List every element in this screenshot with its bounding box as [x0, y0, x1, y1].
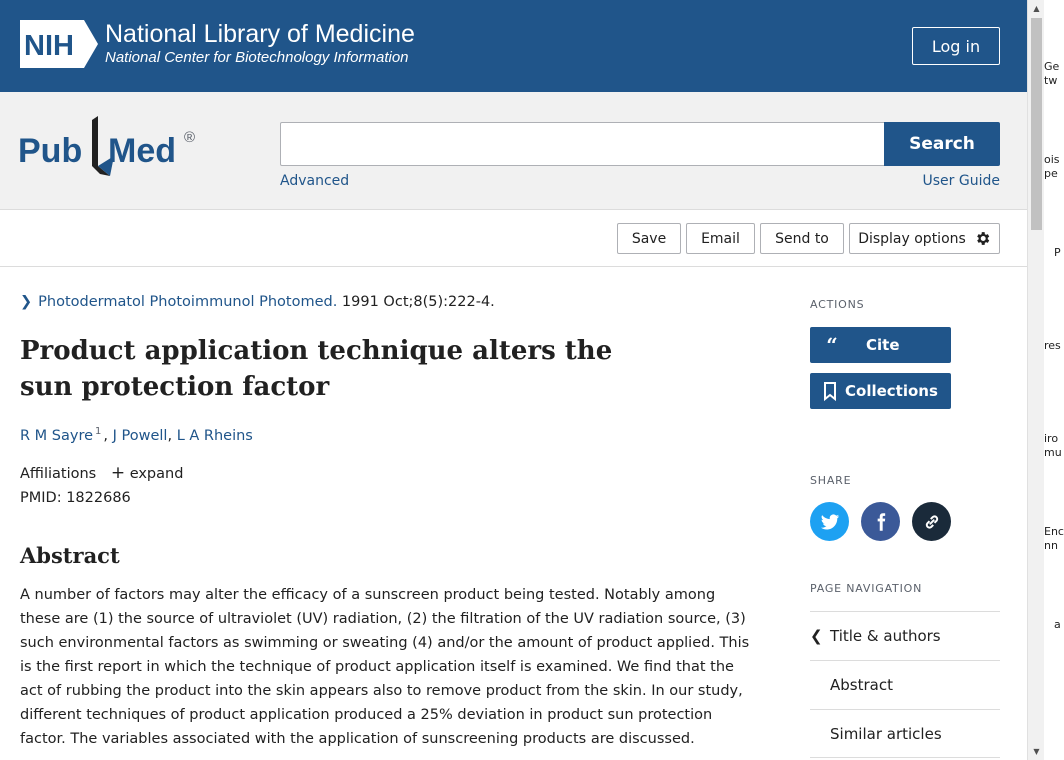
affiliations-label: Affiliations: [20, 466, 97, 482]
nav-item-label: Title & authors: [830, 627, 941, 645]
pubmed-logo[interactable]: [18, 116, 204, 178]
quote-icon: “: [826, 333, 838, 357]
abstract-text: A number of factors may alter the efficacy of a sunscreen product being tested. Notably among these are (1) the source of ultraviolet (UV) radiation, (2) the filtration of the UV radiation source, (3) such environmental factors as swimming or sweating (4) and/or the amount of product applied. This is the first report in which the technique of product application itself is examined. We find that the act of rubbing the product into the skin appears also to remove product from the skin. In our study, different techniques of product application produced a 25% deviation in product sun protection factor. The variables associated with the application of sunscreening products are discussed.: [20, 587, 750, 747]
expand-label: expand: [129, 466, 184, 482]
strip-text: ois: [1044, 153, 1060, 166]
author-link[interactable]: L A Rheins: [176, 427, 253, 444]
advanced-search-link[interactable]: Advanced: [280, 173, 350, 189]
affiliation-ref[interactable]: 1: [95, 426, 102, 437]
nih-logo[interactable]: [20, 20, 98, 68]
abstract-heading: Abstract: [20, 543, 120, 568]
search-button[interactable]: Search: [884, 122, 1000, 166]
adjacent-panel-strip: [1044, 0, 1064, 760]
twitter-share-button[interactable]: [810, 502, 849, 541]
article-title: Product application technique alters the sun protection factor: [20, 336, 613, 402]
share-label: SHARE: [810, 474, 852, 487]
strip-text: P: [1054, 246, 1061, 259]
strip-text: Enc: [1044, 525, 1064, 538]
nav-item-label: Abstract: [830, 676, 893, 694]
collections-label: Collections: [845, 382, 938, 400]
pmid-value: 1822686: [66, 490, 131, 506]
page-navigation-list: [810, 611, 1000, 758]
strip-text: iro: [1044, 432, 1059, 445]
cite-button[interactable]: [810, 327, 951, 363]
strip-text: tw: [1044, 74, 1058, 87]
nav-item-title-authors[interactable]: [810, 611, 1000, 660]
display-options-button[interactable]: [849, 223, 1000, 254]
facebook-icon: [871, 512, 891, 532]
pmid-label: PMID:: [20, 490, 62, 506]
nih-header: [0, 0, 1027, 92]
journal-citation: [20, 294, 495, 310]
vertical-scrollbar[interactable]: [1027, 0, 1044, 760]
actions-label: ACTIONS: [810, 298, 865, 311]
svg-text:NIH: NIH: [24, 30, 74, 62]
nav-item-similar-articles[interactable]: [810, 709, 1000, 758]
copy-link-button[interactable]: [912, 502, 951, 541]
search-area: [0, 92, 1027, 210]
strip-text: res: [1044, 339, 1061, 352]
strip-text: nn: [1044, 539, 1058, 552]
chevron-left-icon: ❮: [810, 627, 823, 645]
twitter-icon: [820, 512, 840, 532]
scroll-thumb[interactable]: [1031, 18, 1042, 230]
svg-text:Pub: Pub: [18, 132, 83, 170]
login-button[interactable]: Log in: [912, 27, 1000, 65]
author-list: R M Sayre $^1$ , J Powell, L A Rheins: [20, 426, 253, 444]
link-icon: [922, 512, 942, 532]
nav-item-label: Similar articles: [830, 724, 942, 743]
author-link[interactable]: R M Sayre: [20, 427, 94, 444]
send-to-button[interactable]: Send to: [760, 223, 844, 254]
nih-subtitle: National Center for Biotechnology Information: [105, 49, 409, 66]
scroll-up-arrow-icon[interactable]: ▲: [1033, 4, 1040, 13]
facebook-share-button[interactable]: [861, 502, 900, 541]
author-link[interactable]: J Powell: [112, 427, 168, 444]
strip-text: Ge: [1044, 60, 1060, 73]
svg-text:®: ®: [184, 129, 196, 146]
nav-item-abstract[interactable]: [810, 660, 1000, 709]
gear-icon: [974, 230, 991, 247]
article-toolbar: [0, 211, 1027, 267]
affiliations-expand-toggle[interactable]: [110, 463, 184, 483]
strip-text: pe: [1044, 167, 1058, 180]
email-button[interactable]: Email: [686, 223, 755, 254]
pmid-row: [20, 490, 131, 506]
user-guide-link[interactable]: User Guide: [922, 173, 1000, 189]
cite-label: Cite: [866, 336, 900, 354]
search-input[interactable]: [280, 122, 885, 166]
strip-text: a: [1054, 618, 1061, 631]
save-button[interactable]: Save: [617, 223, 681, 254]
collections-button[interactable]: [810, 373, 951, 409]
strip-text: mu: [1044, 446, 1062, 459]
citation-date: 1991 Oct;8(5):222-4.: [341, 294, 495, 310]
page-navigation-label: PAGE NAVIGATION: [810, 582, 923, 595]
affiliations-row: [20, 463, 183, 483]
nih-title[interactable]: National Library of Medicine: [105, 20, 415, 48]
chevron-right-icon: ❯: [20, 294, 33, 310]
display-options-label: Display options: [858, 230, 966, 247]
journal-link[interactable]: Photodermatol Photoimmunol Photomed.: [38, 294, 338, 310]
plus-icon: +: [110, 463, 126, 483]
svg-text:Med: Med: [108, 132, 176, 170]
scroll-down-arrow-icon[interactable]: ▼: [1033, 747, 1040, 756]
